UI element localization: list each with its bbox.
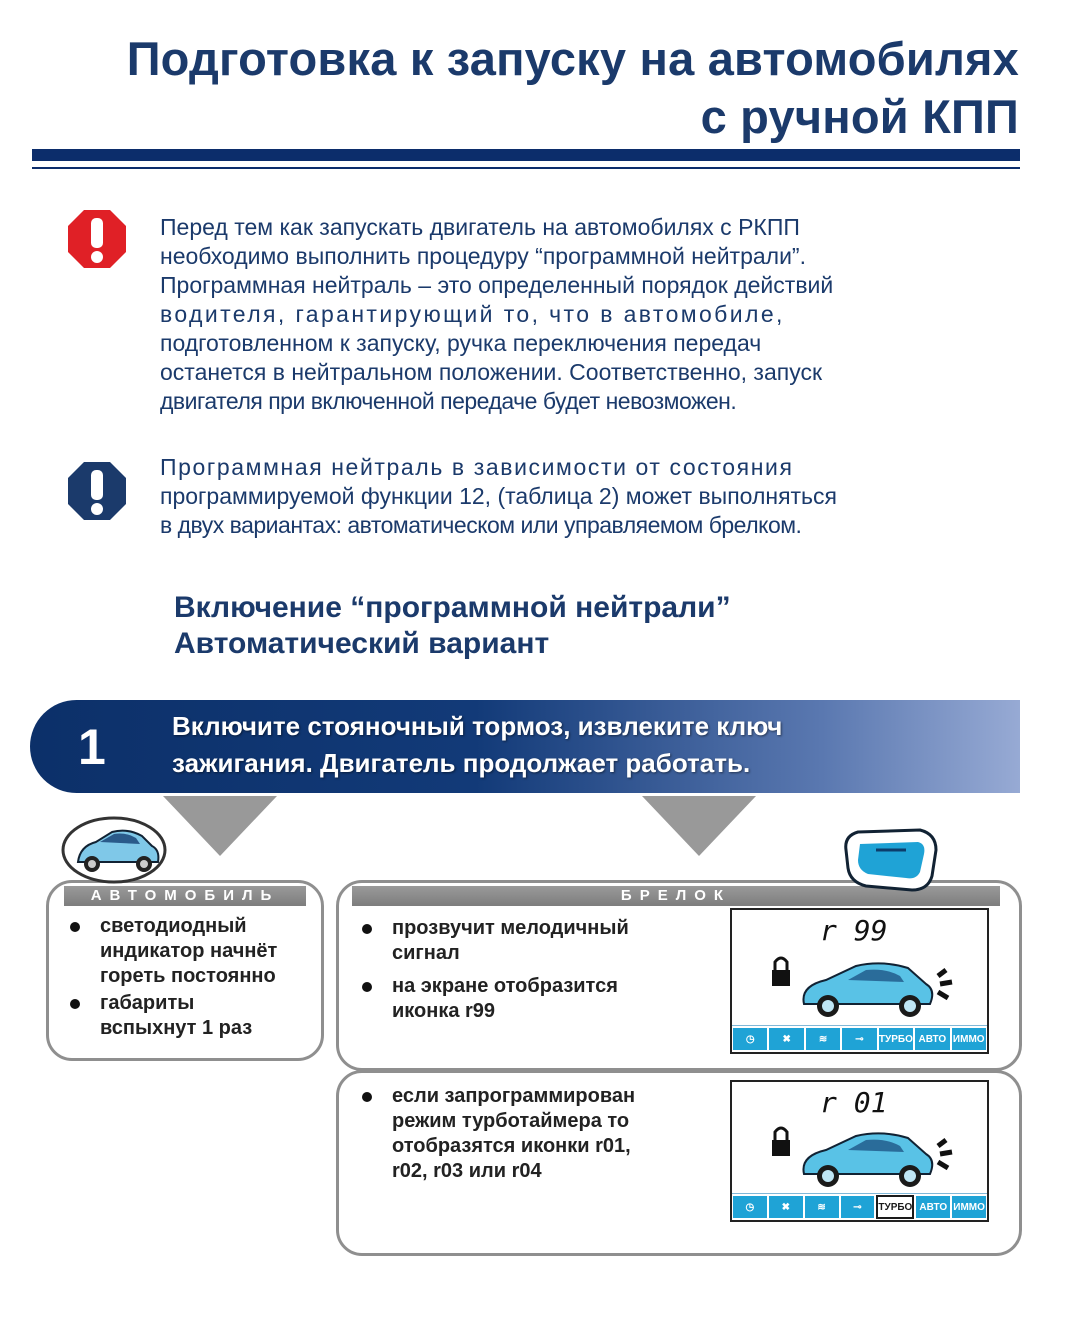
section-heading-line-2: Автоматический вариант [174,627,550,660]
warning-1-line: останется в нейтральном положении. Соответственно, запуск [160,359,823,385]
turbo-icon: ТУРБО [876,1195,914,1219]
list-item [64,914,316,989]
list-item-line: режим турботаймера то [392,1110,630,1132]
arrow-down-icon [642,796,756,856]
fan-icon: ✖ [769,1196,803,1218]
title-line-1: Подготовка к запуску на автомобилях [126,32,1019,85]
car-icon [60,812,168,884]
warning-1-line: подготовленном к запуску, ручка переключения передач [160,330,762,356]
list-item-line: прозвучит мелодичный [392,917,629,939]
list-item-line: иконка r99 [392,1000,496,1022]
title-line-2: с ручной КПП [700,90,1019,143]
turbo-box-list [356,1084,716,1186]
immo-icon: ИММО [952,1196,986,1218]
section-heading-line-1: Включение “программной нейтрали” [174,591,731,624]
list-item [356,1084,716,1184]
step-instruction-line-1: Включите стояночный тормоз, извлеките ключ [172,711,783,741]
warning-1-line: Программная нейтраль – это определенный порядок действий [160,272,834,298]
warning-1-line: водителя, гарантирующий то, что в автомобиле, [160,301,785,327]
fob-box-label: БРЕЛОК [352,886,1000,906]
warning-paragraph-2 [160,453,954,540]
step-number: 1 [78,719,106,775]
list-item-line: если запрограммирован [392,1085,636,1107]
fan-icon: ✖ [769,1028,803,1050]
exclamation-red-icon [66,208,128,270]
warning-2-line: Программная нейтраль в зависимости от состояния [160,454,794,480]
list-item-line: r02, r03 или r04 [392,1160,542,1182]
exclamation-blue-icon [66,460,128,522]
key-fob-icon [836,820,944,898]
list-item-line: индикатор начнёт [100,940,278,962]
warning-1-line: Перед тем как запускать двигатель на автомобилях с РКПП [160,214,800,240]
list-item-line: габариты [100,992,195,1014]
step-instruction-line-2: зажигания. Двигатель продолжает работать. [172,748,751,778]
list-item-line: светодиодный [100,915,247,937]
list-item-line: отобразятся иконки r01, [392,1135,631,1157]
warning-paragraph-1 [160,213,954,416]
warning-2-line: программируемой функции 12, (таблица 2) может выполняться [160,483,837,509]
wrench-icon: ⊸ [842,1028,876,1050]
section-heading [174,590,731,662]
clock-icon: ◷ [733,1028,767,1050]
list-item-line: на экране отобразится [392,975,618,997]
title-rule-thin [32,167,1020,169]
fob-display [730,908,989,1054]
list-item [64,991,316,1041]
auto-icon: АВТО [916,1196,950,1218]
auto-icon: АВТО [915,1028,949,1050]
step-instruction [172,708,782,782]
display-code: r 99 [820,914,888,947]
list-item-line: вспыхнут 1 раз [100,1017,253,1039]
fob-box-list [356,916,716,1026]
list-item [356,916,716,966]
display-icon-bar [732,1025,987,1052]
turbo-icon: ТУРБО [879,1028,913,1050]
list-item-line: гореть постоянно [100,965,276,987]
car-box-list [64,914,316,1043]
clock-icon: ◷ [733,1196,767,1218]
car-display-icon [770,1116,966,1192]
heater-icon: ≋ [806,1028,840,1050]
car-box-label: АВТОМОБИЛЬ [64,886,306,906]
car-display-icon [770,946,966,1022]
list-item [356,974,716,1024]
warning-1-line: двигателя при включенной передаче будет невозможен. [160,388,737,414]
page-title [127,30,1019,146]
warning-1-line: необходимо выполнить процедуру “программной нейтрали”. [160,243,806,269]
immo-icon: ИММО [952,1028,986,1050]
wrench-icon: ⊸ [841,1196,875,1218]
title-rule-thick [32,149,1020,161]
warning-2-line: в двух вариантах: автоматическом или управляемом брелком. [160,512,802,538]
display-icon-bar [732,1193,987,1220]
list-item-line: сигнал [392,942,460,964]
turbo-display [730,1080,989,1222]
heater-icon: ≋ [805,1196,839,1218]
display-code: r 01 [820,1086,888,1119]
arrow-down-icon [163,796,277,856]
